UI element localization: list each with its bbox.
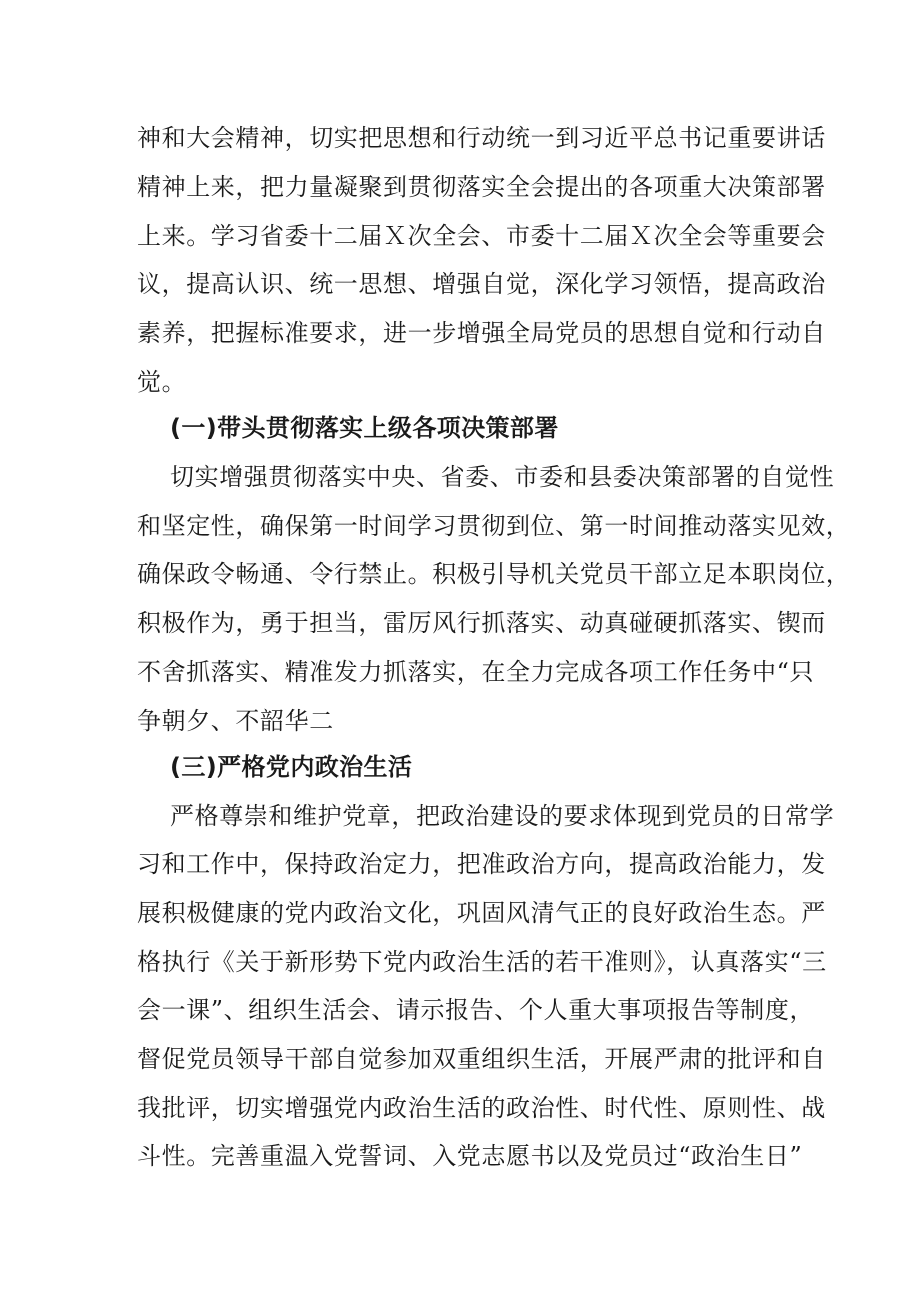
section-3-line-5: 会一课”、组织生活会、请示报告、个人重大事项报告等制度， <box>137 996 815 1024</box>
section-1-line-4: 积极作为，勇于担当，雷厉风行抓落实、动真碰硬抓落实、锲而 <box>137 609 826 637</box>
section-3-line-1: 严格尊崇和维护党章，把政治建设的要求体现到党员的日常学 <box>170 802 835 830</box>
section-1-line-3: 确保政令畅通、令行禁止。积极引导机关党员干部立足本职岗位， <box>137 560 851 588</box>
intro-line-3: 上来。学习省委十二届Ｘ次全会、市委十二届Ｘ次全会等重要会 <box>137 222 826 250</box>
section-3-heading: (三)严格党内政治生活 <box>170 753 413 781</box>
section-3-line-8: 斗性。完善重温入党誓词、入党志愿书以及党员过“政治生日” <box>137 1142 803 1170</box>
section-1-line-6: 争朝夕、不韶华二 <box>137 707 334 735</box>
section-1-heading: (一)带头贯彻落实上级各项决策部署 <box>170 414 559 442</box>
section-3-line-3: 展积极健康的党内政治文化，巩固风清气正的良好政治生态。严 <box>137 899 826 927</box>
section-1-line-1: 切实增强贯彻落实中央、省委、市委和县委决策部署的自觉性 <box>170 463 835 491</box>
intro-line-1: 神和大会精神，切实把思想和行动统一到习近平总书记重要讲话 <box>137 124 826 152</box>
section-1-line-2: 和坚定性，确保第一时间学习贯彻到位、第一时间推动落实见效， <box>137 512 851 540</box>
section-3-line-7: 我批评，切实增强党内政治生活的政治性、时代性、原则性、战 <box>137 1094 826 1122</box>
intro-line-5: 素养，把握标准要求，进一步增强全局党员的思想自觉和行动自 <box>137 319 826 347</box>
intro-line-6: 觉。 <box>137 368 187 396</box>
intro-line-4: 议，提高认识、统一思想、增强自觉，深化学习领悟，提高政治 <box>137 270 826 298</box>
intro-line-2: 精神上来，把力量凝聚到贯彻落实全会提出的各项重大决策部署 <box>137 173 826 201</box>
section-3-line-2: 习和工作中，保持政治定力，把准政治方向，提高政治能力，发 <box>137 850 826 878</box>
section-3-line-6: 督促党员领导干部自觉参加双重组织生活，开展严肃的批评和自 <box>137 1045 826 1073</box>
section-1-line-5: 不舍抓落实、精准发力抓落实，在全力完成各项工作任务中“只 <box>137 658 815 686</box>
section-3-line-4: 格执行《关于新形势下党内政治生活的若干准则》，认真落实“三 <box>137 948 827 976</box>
